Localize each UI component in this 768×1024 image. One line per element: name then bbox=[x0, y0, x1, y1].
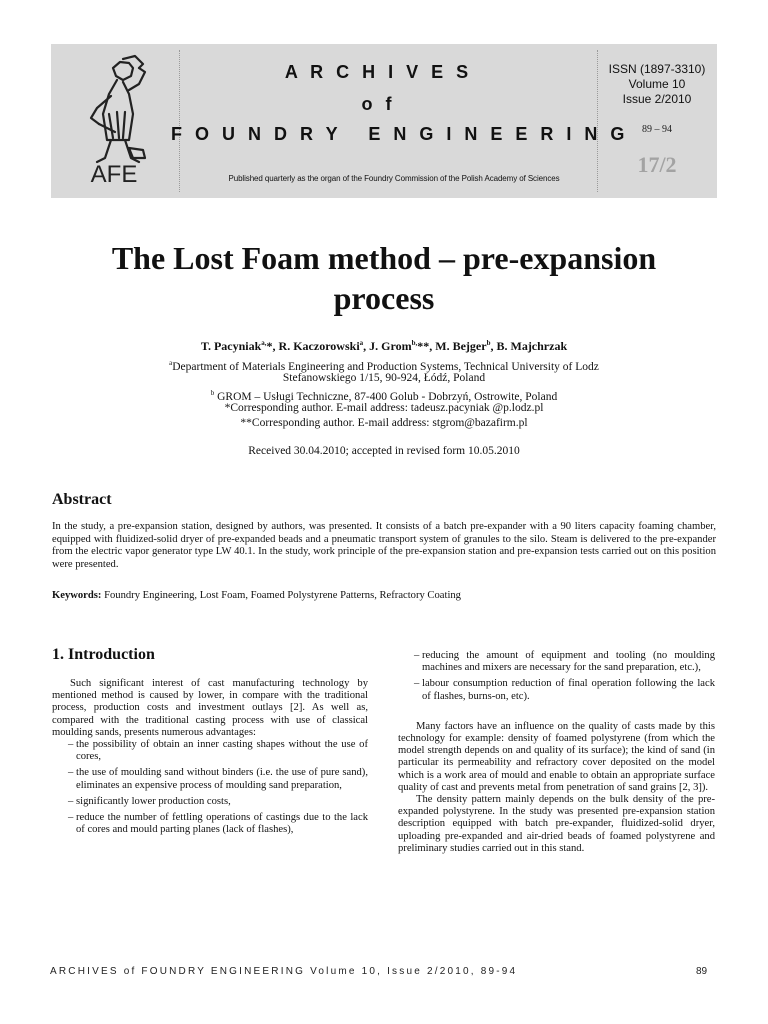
list-item bbox=[398, 678, 715, 702]
paper-title bbox=[60, 238, 708, 318]
afe-logo-text: AFE bbox=[90, 161, 138, 186]
corresponding-author-2: **Corresponding author. E-mail address: stgrom@bazafirm.pl bbox=[240, 417, 528, 429]
footer-journal-info: ARCHIVES of FOUNDRY ENGINEERING Volume 10, Issue 2/2010, 89-94 bbox=[50, 966, 518, 977]
advantages-list bbox=[52, 739, 368, 836]
dash-mark: – bbox=[68, 812, 74, 824]
article-code: 17/2 bbox=[637, 152, 677, 177]
author-mark: *, bbox=[266, 339, 276, 353]
keywords bbox=[52, 590, 716, 601]
list-item-text: the use of moulding sand without binders (i.e. the use of pure sand), eliminates an expensive process of moulding sand preparation, bbox=[76, 767, 368, 791]
received-dates: Received 30.04.2010; accepted in revised form 10.05.2010 bbox=[248, 445, 520, 457]
corresponding-author-1: *Corresponding author. E-mail address: tadeusz.pacyniak @p.lodz.pl bbox=[224, 402, 544, 414]
author-mark: , bbox=[490, 339, 494, 353]
dash-mark: – bbox=[414, 678, 420, 690]
list-item-text: labour consumption reduction of final operation following the lack of flashes, burns-on, etc). bbox=[422, 678, 715, 702]
intro-paragraph-2: Many factors have an influence on the quality of casts made by this technology for example: density of foamed polystyrene (from which the model strength depends on and quality of its surface); the kind of sand (in particular its permeability and refractory cover deposited on the model which is a work area of mould and enable to obtain an appropriate surface quality of cast and prevents metal from penetration of sand grains [2, 3]). bbox=[398, 720, 715, 793]
list-item bbox=[52, 812, 368, 836]
affil-a-sup: a bbox=[169, 359, 173, 367]
list-item-text: significantly lower production costs, bbox=[76, 795, 231, 807]
list-item-text: the possibility of obtain an inner casting shapes without the use of cores, bbox=[76, 739, 368, 763]
intro-paragraph-1: Such significant interest of cast manufacturing technology by mentioned method is caused by lower, in compare with the traditional process, production costs and investment outlays [2]. As well as, compared with the traditional casting process with use of classical moulding sands, presents numerous advantages: bbox=[52, 678, 368, 738]
list-item-text: reduce the number of fettling operations of castings due to the lack of cores and mould parting planes (lack of flashes), bbox=[76, 812, 368, 836]
author-affil-sup: a, bbox=[261, 339, 267, 347]
abstract-text: In the study, a pre-expansion station, designed by authors, was presented. It consists of a batch pre-expander with a 90 liters capacity foaming chamber, equipped with fluidized-solid dryer of pre-expanded beads and a pneumatic transport system of granules to the silo. Steam is delivered to the pre-expander from the electric vapor generator type LW 40.1. In the study, work principle of the pre-expansion station and pre-expansion tests carried out on this position were presented. bbox=[52, 521, 716, 570]
keywords-list: Foundry Engineering, Lost Foam, Foamed Polystyrene Patterns, Refractory Coating bbox=[101, 590, 461, 601]
author-name: T. Pacyniak bbox=[200, 339, 262, 353]
affil-a-text: Department of Materials Engineering and Production Systems, Technical University of Lodz bbox=[172, 360, 599, 373]
intro-paragraph-3: The density pattern mainly depends on the bulk density of the pre-expanded polystyrene. In the study was presented pre-expansion station description equipped with batch pre-expander, fluidized-solid dryer, uploading pre-expanded and air-dried beads of foamed polystyrene and preliminary studies carried out in this stand. bbox=[398, 794, 715, 854]
author-mark: **, bbox=[417, 339, 433, 353]
journal-header bbox=[51, 44, 717, 198]
right-column bbox=[398, 650, 715, 855]
list-item-text: reducing the amount of equipment and tooling (no moulding machines and mixers are necessary for the sand preparation, etc.), bbox=[422, 650, 715, 674]
issn: ISSN (1897-3310) bbox=[608, 62, 706, 76]
author-list bbox=[60, 339, 708, 354]
afe-logo-figure-icon bbox=[73, 54, 155, 186]
paper-title-line1: The Lost Foam method – pre-expansion bbox=[111, 240, 657, 276]
header-subtitle: Published quarterly as the organ of the Foundry Commission of the Polish Academy of Sciences bbox=[228, 174, 560, 183]
advantages-list-continued bbox=[398, 650, 715, 703]
header-title-foundry: F O U N D R Y E N G I N E E R I N G bbox=[171, 124, 629, 144]
list-item bbox=[52, 739, 368, 763]
author-name: B. Majchrzak bbox=[496, 339, 568, 353]
dash-mark: – bbox=[414, 650, 420, 661]
header-divider-right bbox=[597, 50, 598, 192]
header-title-archives: A R C H I V E S bbox=[284, 62, 473, 82]
affil-b-text: GROM – Usługi Techniczne, 87-400 Golub - Dobrzyń, Ostrowite, Poland bbox=[214, 390, 558, 403]
affil-b-sup: b bbox=[210, 389, 215, 397]
list-item bbox=[398, 650, 715, 674]
author-affil-sup: b, bbox=[411, 339, 418, 347]
author-affil-sup: a bbox=[359, 339, 364, 347]
author-name: R. Kaczorowski bbox=[278, 339, 360, 353]
author-affil-sup: b bbox=[486, 339, 491, 347]
affiliation-a-address: Stefanowskiego 1/15, 90-924, Łódź, Poland bbox=[282, 372, 486, 384]
dash-mark: – bbox=[68, 739, 74, 751]
author-name: J. Grom bbox=[369, 339, 412, 353]
list-item bbox=[52, 767, 368, 791]
author-mark: , bbox=[363, 339, 367, 353]
page-number: 89 bbox=[696, 966, 708, 977]
dash-mark: – bbox=[68, 767, 74, 779]
page-range: 89 – 94 bbox=[642, 124, 672, 135]
left-column bbox=[52, 678, 368, 840]
issue: Issue 2/2010 bbox=[622, 92, 692, 106]
paper-title-line2: process bbox=[333, 280, 435, 316]
dash-mark: – bbox=[68, 795, 74, 807]
section-heading-introduction: 1. Introduction bbox=[52, 646, 155, 663]
volume: Volume 10 bbox=[628, 77, 686, 91]
author-name: M. Bejger bbox=[435, 339, 487, 353]
list-item bbox=[52, 796, 368, 808]
abstract-heading: Abstract bbox=[52, 491, 112, 508]
keywords-label: Keywords: bbox=[52, 590, 102, 601]
header-title-of: o f bbox=[361, 94, 396, 114]
